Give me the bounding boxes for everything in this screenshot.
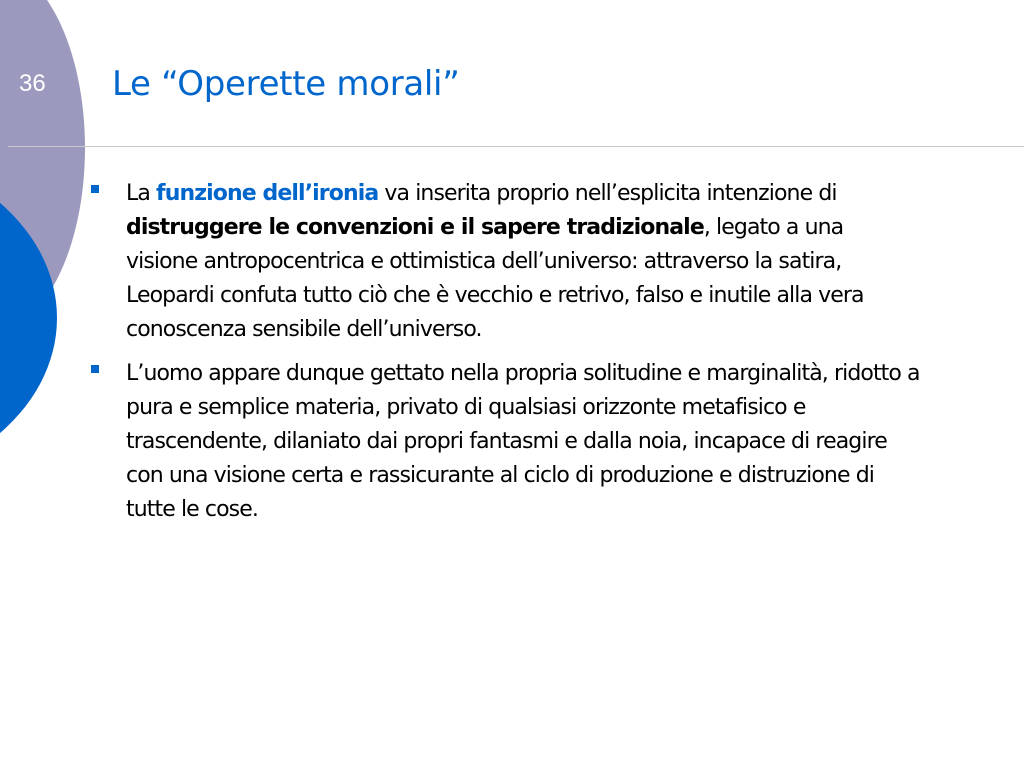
slide-content (90, 177, 920, 537)
bullet-item-irony (90, 177, 920, 347)
bold-phrase: distruggere le convenzioni e il sapere tradizionale (126, 215, 704, 240)
bullet-text-part: La (126, 181, 157, 206)
bullet-text: L’uomo appare dunque gettato nella propria solitudine e marginalità, ridotto a pura e semplice materia, privato di qualsiasi orizzonte metafisico e trascendente, dilaniato dai propri fantasmi e dalla noia, incapace di reagire con una visione certa e rassicurante al ciclo di produzione e distruzione di tutte le cose. (126, 361, 920, 522)
bullet-text-part: , legato a una visione antropocentrica e ottimistica dell’universo: attraverso la satira, Leopardi confuta tutto ciò che è vecchio e retrivo, falso e inutile alla vera conoscenza sensibile dell’universo. (126, 215, 864, 342)
bullet-item-man (90, 357, 920, 527)
slide-title: Le “Operette morali” (112, 64, 460, 104)
square-bullet-icon (91, 365, 99, 373)
square-bullet-icon (91, 185, 99, 193)
bullet-list (90, 177, 920, 527)
bullet-text-part: va inserita proprio nell’esplicita intenzione di (378, 181, 837, 206)
highlight-term: funzione dell’ironia (156, 181, 379, 206)
title-divider (8, 146, 1024, 147)
slide-number: 36 (19, 70, 46, 97)
